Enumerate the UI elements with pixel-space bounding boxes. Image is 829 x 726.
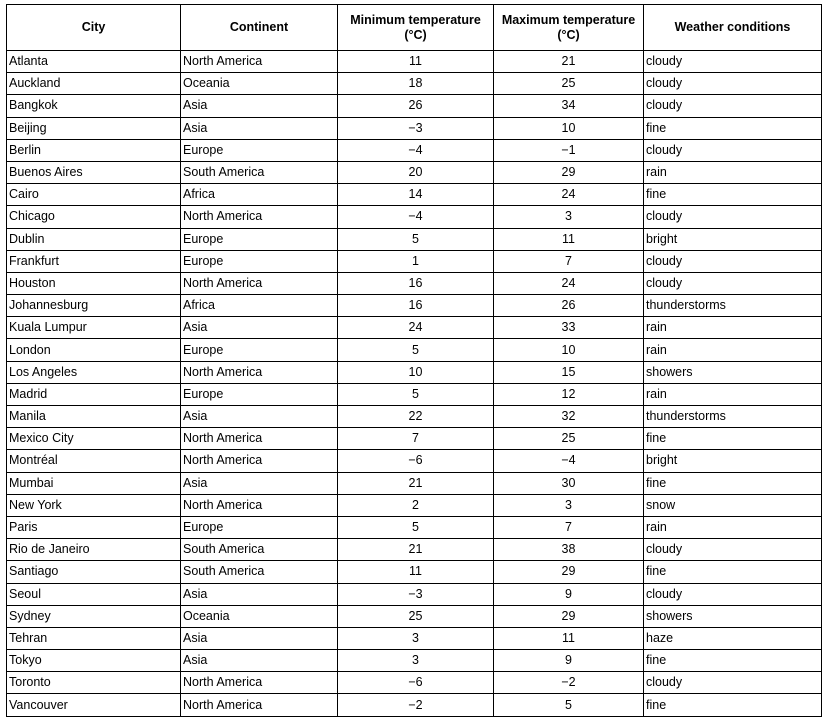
table-row <box>7 95 822 117</box>
cell-city: Bangkok <box>7 95 181 117</box>
cell-city: Houston <box>7 272 181 294</box>
cell-city: Seoul <box>7 583 181 605</box>
cell-min-temp: 11 <box>338 51 494 73</box>
cell-continent: Europe <box>181 339 338 361</box>
cell-conditions: fine <box>644 184 822 206</box>
table-row <box>7 161 822 183</box>
cell-conditions: thunderstorms <box>644 406 822 428</box>
cell-continent: Oceania <box>181 605 338 627</box>
cell-max-temp: 38 <box>494 539 644 561</box>
cell-min-temp: 5 <box>338 383 494 405</box>
cell-max-temp: 29 <box>494 161 644 183</box>
table-row <box>7 406 822 428</box>
cell-continent: Asia <box>181 95 338 117</box>
cell-min-temp: 21 <box>338 539 494 561</box>
table-row <box>7 672 822 694</box>
cell-city: Chicago <box>7 206 181 228</box>
cell-min-temp: 5 <box>338 339 494 361</box>
cell-min-temp: 3 <box>338 627 494 649</box>
cell-max-temp: 15 <box>494 361 644 383</box>
cell-max-temp: 21 <box>494 51 644 73</box>
cell-city: Santiago <box>7 561 181 583</box>
table-row <box>7 605 822 627</box>
cell-max-temp: 29 <box>494 605 644 627</box>
cell-city: Kuala Lumpur <box>7 317 181 339</box>
cell-min-temp: 5 <box>338 228 494 250</box>
cell-continent: North America <box>181 428 338 450</box>
cell-max-temp: 32 <box>494 406 644 428</box>
cell-min-temp: 7 <box>338 428 494 450</box>
cell-continent: North America <box>181 494 338 516</box>
cell-max-temp: 24 <box>494 272 644 294</box>
cell-min-temp: −3 <box>338 117 494 139</box>
cell-continent: Asia <box>181 406 338 428</box>
cell-city: New York <box>7 494 181 516</box>
cell-min-temp: 22 <box>338 406 494 428</box>
table-row <box>7 472 822 494</box>
table-row <box>7 139 822 161</box>
cell-min-temp: 2 <box>338 494 494 516</box>
cell-continent: South America <box>181 161 338 183</box>
cell-city: Johannesburg <box>7 295 181 317</box>
cell-conditions: fine <box>644 117 822 139</box>
cell-continent: South America <box>181 539 338 561</box>
table-row <box>7 339 822 361</box>
cell-city: Tokyo <box>7 650 181 672</box>
cell-conditions: rain <box>644 383 822 405</box>
cell-min-temp: 14 <box>338 184 494 206</box>
table-row <box>7 51 822 73</box>
cell-continent: North America <box>181 694 338 716</box>
table-row <box>7 494 822 516</box>
cell-conditions: cloudy <box>644 51 822 73</box>
cell-city: Sydney <box>7 605 181 627</box>
cell-min-temp: 16 <box>338 295 494 317</box>
table-row <box>7 250 822 272</box>
table-row <box>7 228 822 250</box>
cell-max-temp: 24 <box>494 184 644 206</box>
cell-continent: Asia <box>181 583 338 605</box>
table-row <box>7 206 822 228</box>
cell-max-temp: 5 <box>494 694 644 716</box>
cell-max-temp: 26 <box>494 295 644 317</box>
weather-table <box>6 4 822 717</box>
header-conditions: Weather conditions <box>644 5 822 51</box>
cell-city: Montréal <box>7 450 181 472</box>
cell-conditions: fine <box>644 694 822 716</box>
cell-conditions: bright <box>644 450 822 472</box>
table-row <box>7 561 822 583</box>
cell-max-temp: 34 <box>494 95 644 117</box>
cell-conditions: cloudy <box>644 672 822 694</box>
table-row <box>7 583 822 605</box>
cell-continent: North America <box>181 450 338 472</box>
cell-max-temp: 9 <box>494 650 644 672</box>
cell-continent: Asia <box>181 650 338 672</box>
cell-max-temp: 33 <box>494 317 644 339</box>
cell-city: Cairo <box>7 184 181 206</box>
cell-city: Manila <box>7 406 181 428</box>
table-row <box>7 627 822 649</box>
cell-max-temp: −1 <box>494 139 644 161</box>
cell-max-temp: 10 <box>494 339 644 361</box>
cell-conditions: haze <box>644 627 822 649</box>
table-row <box>7 650 822 672</box>
cell-city: Toronto <box>7 672 181 694</box>
cell-min-temp: 16 <box>338 272 494 294</box>
cell-continent: Europe <box>181 250 338 272</box>
table-row <box>7 184 822 206</box>
header-min-temp: Minimum temperature (°C) <box>338 5 494 51</box>
table-row <box>7 317 822 339</box>
cell-city: Dublin <box>7 228 181 250</box>
cell-conditions: showers <box>644 605 822 627</box>
table-row <box>7 694 822 716</box>
cell-city: Tehran <box>7 627 181 649</box>
cell-max-temp: 3 <box>494 206 644 228</box>
cell-city: Berlin <box>7 139 181 161</box>
cell-min-temp: −4 <box>338 206 494 228</box>
table-row <box>7 383 822 405</box>
cell-min-temp: 18 <box>338 73 494 95</box>
cell-max-temp: 11 <box>494 627 644 649</box>
cell-city: Los Angeles <box>7 361 181 383</box>
cell-conditions: cloudy <box>644 73 822 95</box>
header-row <box>7 5 822 51</box>
cell-continent: North America <box>181 272 338 294</box>
cell-city: Mumbai <box>7 472 181 494</box>
cell-conditions: cloudy <box>644 206 822 228</box>
cell-conditions: thunderstorms <box>644 295 822 317</box>
cell-min-temp: 10 <box>338 361 494 383</box>
cell-max-temp: −4 <box>494 450 644 472</box>
cell-min-temp: 1 <box>338 250 494 272</box>
table-row <box>7 361 822 383</box>
cell-conditions: rain <box>644 317 822 339</box>
cell-continent: Europe <box>181 228 338 250</box>
cell-conditions: showers <box>644 361 822 383</box>
cell-continent: North America <box>181 206 338 228</box>
cell-min-temp: 21 <box>338 472 494 494</box>
cell-conditions: cloudy <box>644 250 822 272</box>
cell-city: Beijing <box>7 117 181 139</box>
cell-continent: Europe <box>181 383 338 405</box>
cell-conditions: rain <box>644 339 822 361</box>
cell-continent: South America <box>181 561 338 583</box>
cell-conditions: fine <box>644 561 822 583</box>
cell-continent: North America <box>181 672 338 694</box>
cell-max-temp: 7 <box>494 516 644 538</box>
cell-max-temp: 12 <box>494 383 644 405</box>
cell-max-temp: 9 <box>494 583 644 605</box>
cell-min-temp: 26 <box>338 95 494 117</box>
table-row <box>7 272 822 294</box>
cell-continent: Europe <box>181 516 338 538</box>
cell-continent: Oceania <box>181 73 338 95</box>
cell-min-temp: −6 <box>338 672 494 694</box>
table-row <box>7 428 822 450</box>
cell-conditions: rain <box>644 516 822 538</box>
cell-city: Paris <box>7 516 181 538</box>
cell-city: Vancouver <box>7 694 181 716</box>
cell-city: Auckland <box>7 73 181 95</box>
table-row <box>7 73 822 95</box>
cell-continent: North America <box>181 51 338 73</box>
cell-conditions: cloudy <box>644 583 822 605</box>
cell-continent: Asia <box>181 627 338 649</box>
cell-max-temp: 11 <box>494 228 644 250</box>
cell-conditions: fine <box>644 650 822 672</box>
cell-max-temp: 10 <box>494 117 644 139</box>
cell-conditions: cloudy <box>644 95 822 117</box>
cell-continent: Africa <box>181 184 338 206</box>
cell-max-temp: 25 <box>494 73 644 95</box>
cell-conditions: cloudy <box>644 272 822 294</box>
cell-min-temp: 5 <box>338 516 494 538</box>
cell-min-temp: 11 <box>338 561 494 583</box>
cell-city: Rio de Janeiro <box>7 539 181 561</box>
cell-continent: Asia <box>181 117 338 139</box>
cell-conditions: rain <box>644 161 822 183</box>
table-row <box>7 450 822 472</box>
table-row <box>7 295 822 317</box>
cell-conditions: fine <box>644 428 822 450</box>
cell-city: London <box>7 339 181 361</box>
cell-max-temp: 3 <box>494 494 644 516</box>
cell-continent: Asia <box>181 317 338 339</box>
cell-max-temp: 7 <box>494 250 644 272</box>
cell-city: Atlanta <box>7 51 181 73</box>
cell-conditions: snow <box>644 494 822 516</box>
cell-min-temp: 24 <box>338 317 494 339</box>
table-body <box>7 51 822 717</box>
table-row <box>7 117 822 139</box>
cell-conditions: cloudy <box>644 139 822 161</box>
cell-conditions: cloudy <box>644 539 822 561</box>
cell-conditions: bright <box>644 228 822 250</box>
cell-continent: North America <box>181 361 338 383</box>
cell-city: Buenos Aires <box>7 161 181 183</box>
cell-max-temp: 25 <box>494 428 644 450</box>
table-row <box>7 516 822 538</box>
header-continent: Continent <box>181 5 338 51</box>
cell-min-temp: 3 <box>338 650 494 672</box>
header-max-temp: Maximum temperature (°C) <box>494 5 644 51</box>
cell-continent: Africa <box>181 295 338 317</box>
cell-min-temp: −2 <box>338 694 494 716</box>
cell-max-temp: 30 <box>494 472 644 494</box>
cell-min-temp: −3 <box>338 583 494 605</box>
header-city: City <box>7 5 181 51</box>
cell-city: Madrid <box>7 383 181 405</box>
cell-max-temp: −2 <box>494 672 644 694</box>
cell-min-temp: 20 <box>338 161 494 183</box>
table-row <box>7 539 822 561</box>
cell-max-temp: 29 <box>494 561 644 583</box>
cell-continent: Asia <box>181 472 338 494</box>
cell-min-temp: −6 <box>338 450 494 472</box>
cell-conditions: fine <box>644 472 822 494</box>
cell-continent: Europe <box>181 139 338 161</box>
cell-min-temp: −4 <box>338 139 494 161</box>
cell-city: Frankfurt <box>7 250 181 272</box>
cell-city: Mexico City <box>7 428 181 450</box>
cell-min-temp: 25 <box>338 605 494 627</box>
